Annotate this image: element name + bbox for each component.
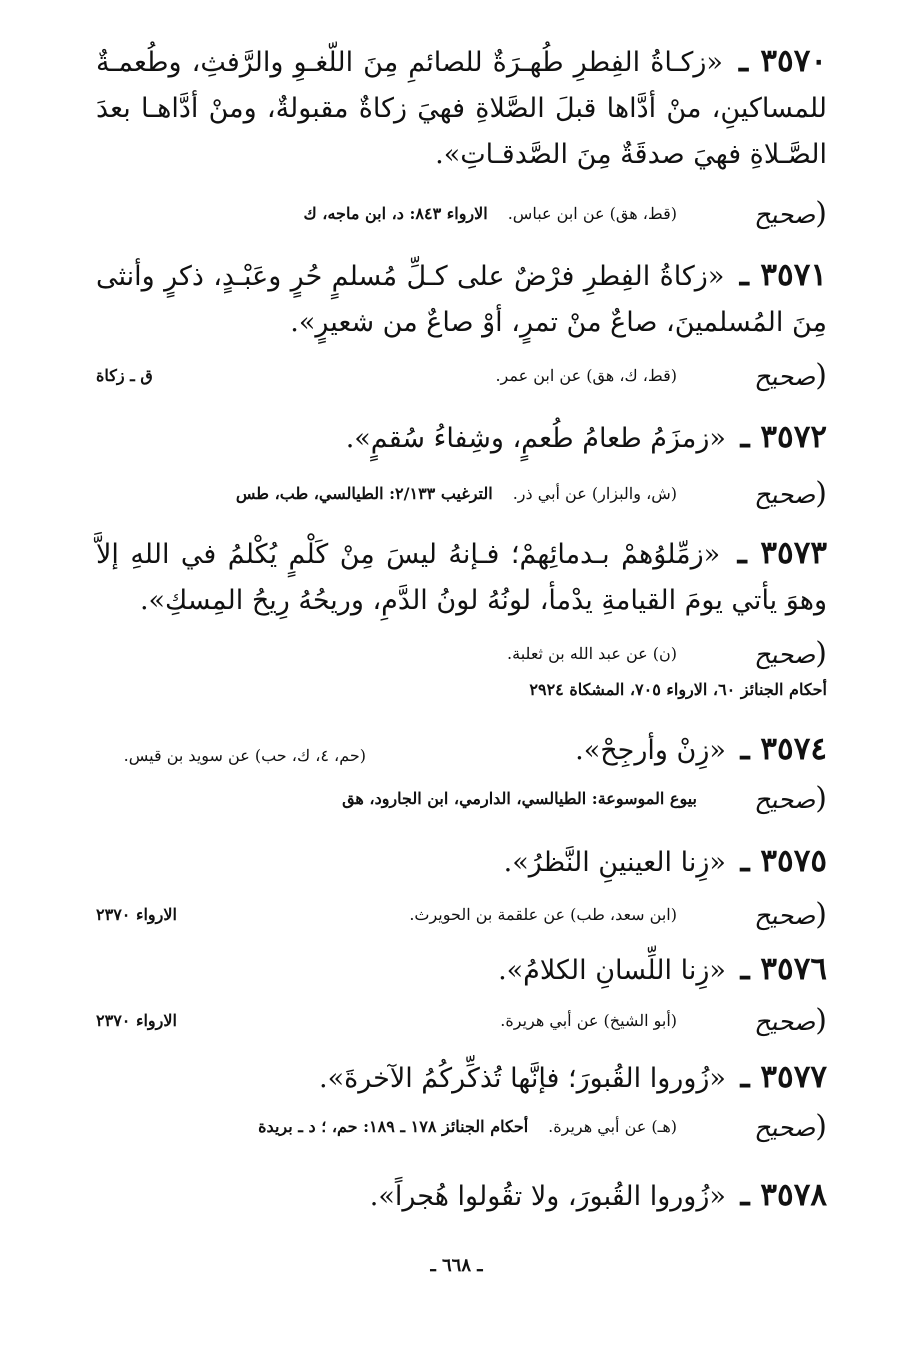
grade-label: ( صحيح xyxy=(717,636,827,671)
grade-label: ( صحيح xyxy=(717,897,827,932)
source-text xyxy=(96,746,406,765)
grade-row xyxy=(96,473,827,513)
grade-row xyxy=(96,193,827,233)
hadith-body: «زُوروا القُبورَ؛ فإنَّها تُذكِّركُمُ الآخرةَ». xyxy=(318,1063,726,1094)
source-inline: (حم، ٤، ك، حب) عن سويد بن قيس. xyxy=(123,746,366,765)
hadith-text xyxy=(420,946,827,994)
source-text: (هـ) عن أبي هريرة. xyxy=(548,1116,677,1136)
hadith-number: ٣٥٧٣ ـ xyxy=(737,535,827,571)
reference-text: الارواء ٢٣٧٠ xyxy=(96,904,177,924)
reference-text: الارواء ٢٣٧٠ xyxy=(96,1010,177,1030)
hadith-number: ٣٥٧٧ ـ xyxy=(740,1059,827,1095)
grade-row xyxy=(96,894,827,934)
page-number: ـ ٦٦٨ ـ xyxy=(430,1255,483,1276)
source-text: (ابن سعد، طب) عن علقمة بن الحويرث. xyxy=(409,904,677,924)
hadith-body: «زِنا العينينِ النَّظرُ». xyxy=(503,847,726,878)
hadith-number: ٣٥٧٤ ـ xyxy=(740,731,827,767)
grade-label: ( صحيح xyxy=(717,196,827,231)
grade-row xyxy=(96,778,827,818)
hadith-number: ٣٥٧٥ ـ xyxy=(740,843,827,879)
hadith-text xyxy=(96,530,827,624)
grade-row xyxy=(96,355,827,395)
hadith-text xyxy=(300,1172,827,1220)
reference-text: ق ـ زكاة xyxy=(96,365,153,385)
reference-text: الارواء ٨٤٣: د، ابن ماجه، ك xyxy=(303,203,488,223)
hadith-body: «زمزَمُ طعامُ طُعمٍ، وشِفاءُ سُقمٍ». xyxy=(345,423,726,454)
hadith-body: «زِنا اللِّسانِ الكلامُ». xyxy=(498,955,726,986)
grade-label: ( صحيح xyxy=(717,476,827,511)
hadith-number: ٣٥٧٨ ـ xyxy=(740,1177,827,1213)
source-text: (قط، هق) عن ابن عباس. xyxy=(507,203,677,223)
hadith-body: «زكـاةُ الفِطرِ طُهـرَةٌ للصائمِ مِنَ اللّغـوِ والرَّفثِ، وطُعمـةٌ للمساكينِ، منْ أدَّاها قبلَ الصَّلاةِ فهيَ زكاةٌ مقبولةٌ، ومنْ أدَّاهـا بعدَ الصَّـلاةِ فهيَ صدقَةٌ مِنَ الصَّدقـاتِ». xyxy=(96,47,827,170)
grade-row xyxy=(96,633,827,673)
grade-label: ( صحيح xyxy=(717,781,827,816)
hadith-text xyxy=(96,38,827,178)
hadith-body: «زُوروا القُبورَ، ولا تقُولوا هُجراً». xyxy=(369,1181,726,1212)
grade-label: ( صحيح xyxy=(717,358,827,393)
hadith-body: «زِنْ وأرجِحْ». xyxy=(575,735,726,766)
source-text: (أبو الشيخ) عن أبي هريرة. xyxy=(500,1010,677,1030)
reference-text: بيوع الموسوعة: الطيالسي، الدارمي، ابن الجارود، هق xyxy=(342,788,697,808)
source-text: (قط، ك، هق) عن ابن عمر. xyxy=(495,365,677,385)
hadith-number: ٣٥٧٠ ـ xyxy=(739,43,828,79)
hadith-number: ٣٥٧١ ـ xyxy=(739,257,828,293)
grade-label: ( صحيح xyxy=(717,1109,827,1144)
hadith-text xyxy=(260,1054,827,1102)
hadith-text xyxy=(420,838,827,886)
hadith-text xyxy=(300,414,827,462)
hadith-body: «زكاةُ الفِطرِ فرْضٌ على كـلِّ مُسلمٍ حُرٍ وعَبْـدٍ، ذكرٍ وأنثى مِنَ المُسلمينَ، صاعٌ منْ تمرٍ، أوْ صاعٌ من شعيرٍ». xyxy=(96,261,827,338)
source-text: (ش، والبزار) عن أبي ذر. xyxy=(512,483,677,503)
source-text: (ن) عن عبد الله بن ثعلبة. xyxy=(507,643,677,663)
reference-text: أحكام الجنائز ٦٠، الارواء ٧٠٥، المشكاة ٢٩٢٤ xyxy=(529,680,827,699)
hadith-number: ٣٥٧٢ ـ xyxy=(740,419,827,455)
grade-label: ( صحيح xyxy=(717,1003,827,1038)
hadith-body: «زمِّلوُهمْ بـدمائِهمْ؛ فـإنهُ ليسَ مِنْ كَلْمٍ يُكْلمُ في اللهِ إلاَّ وهوَ يأتي يومَ القيامةِ يدْمأ، لونُهُ لونُ الدَّمِ، وريحُهُ رِيحُ المِسكِ». xyxy=(96,539,827,616)
reference-text: الترغيب ٢/١٣٣: الطيالسي، طب، طس xyxy=(235,483,493,503)
reference-text: أحكام الجنائز ١٧٨ ـ ١٨٩: حم، ؛ د ـ بريدة xyxy=(258,1116,529,1136)
grade-row xyxy=(96,1106,827,1146)
hadith-number: ٣٥٧٦ ـ xyxy=(740,951,827,987)
hadith-text xyxy=(400,726,827,774)
hadith-text xyxy=(96,252,827,346)
grade-row xyxy=(96,1000,827,1040)
